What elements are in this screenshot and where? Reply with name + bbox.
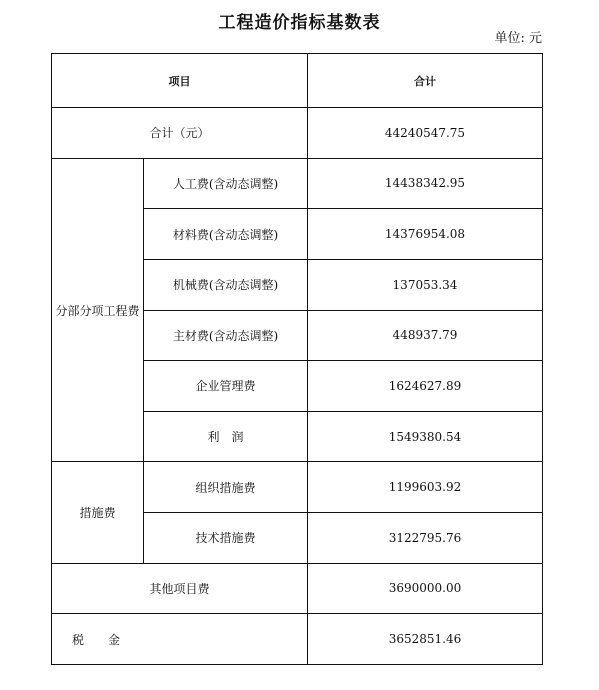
table-row xyxy=(52,614,543,665)
page-title: 工程造价指标基数表 xyxy=(218,13,381,33)
row-value: 14438342.95 xyxy=(308,158,543,209)
row-label: 组织措施费 xyxy=(144,462,308,513)
other-label: 其他项目费 xyxy=(52,563,308,614)
row-label: 机械费(含动态调整) xyxy=(144,259,308,310)
group-label-csf: 措施费 xyxy=(52,462,144,563)
header-total: 合计 xyxy=(308,54,543,108)
row-value: 448937.79 xyxy=(308,310,543,361)
unit-label: 单位: 元 xyxy=(494,31,542,46)
row-value: 137053.34 xyxy=(308,259,543,310)
row-label: 企业管理费 xyxy=(144,361,308,412)
total-label: 合计（元） xyxy=(52,108,308,159)
tax-value: 3652851.46 xyxy=(308,614,543,665)
row-label: 人工费(含动态调整) xyxy=(144,158,308,209)
table-row xyxy=(52,462,543,513)
tax-label: 税 金 xyxy=(52,614,308,665)
row-value: 3122795.76 xyxy=(308,513,543,564)
other-value: 3690000.00 xyxy=(308,563,543,614)
table-row xyxy=(52,563,543,614)
row-value: 1624627.89 xyxy=(308,361,543,412)
row-label: 利 润 xyxy=(144,411,308,462)
cost-index-table xyxy=(51,53,543,665)
row-value: 1549380.54 xyxy=(308,411,543,462)
table-header-row xyxy=(52,54,543,108)
row-value: 1199603.92 xyxy=(308,462,543,513)
group-label-fbfx: 分部分项工程费 xyxy=(52,158,144,462)
row-label: 技术措施费 xyxy=(144,513,308,564)
total-value: 44240547.75 xyxy=(308,108,543,159)
row-value: 14376954.08 xyxy=(308,209,543,260)
row-label: 材料费(含动态调整) xyxy=(144,209,308,260)
table-row xyxy=(52,158,543,209)
row-label: 主材费(含动态调整) xyxy=(144,310,308,361)
table-row xyxy=(52,108,543,159)
header-item: 项目 xyxy=(52,54,308,108)
